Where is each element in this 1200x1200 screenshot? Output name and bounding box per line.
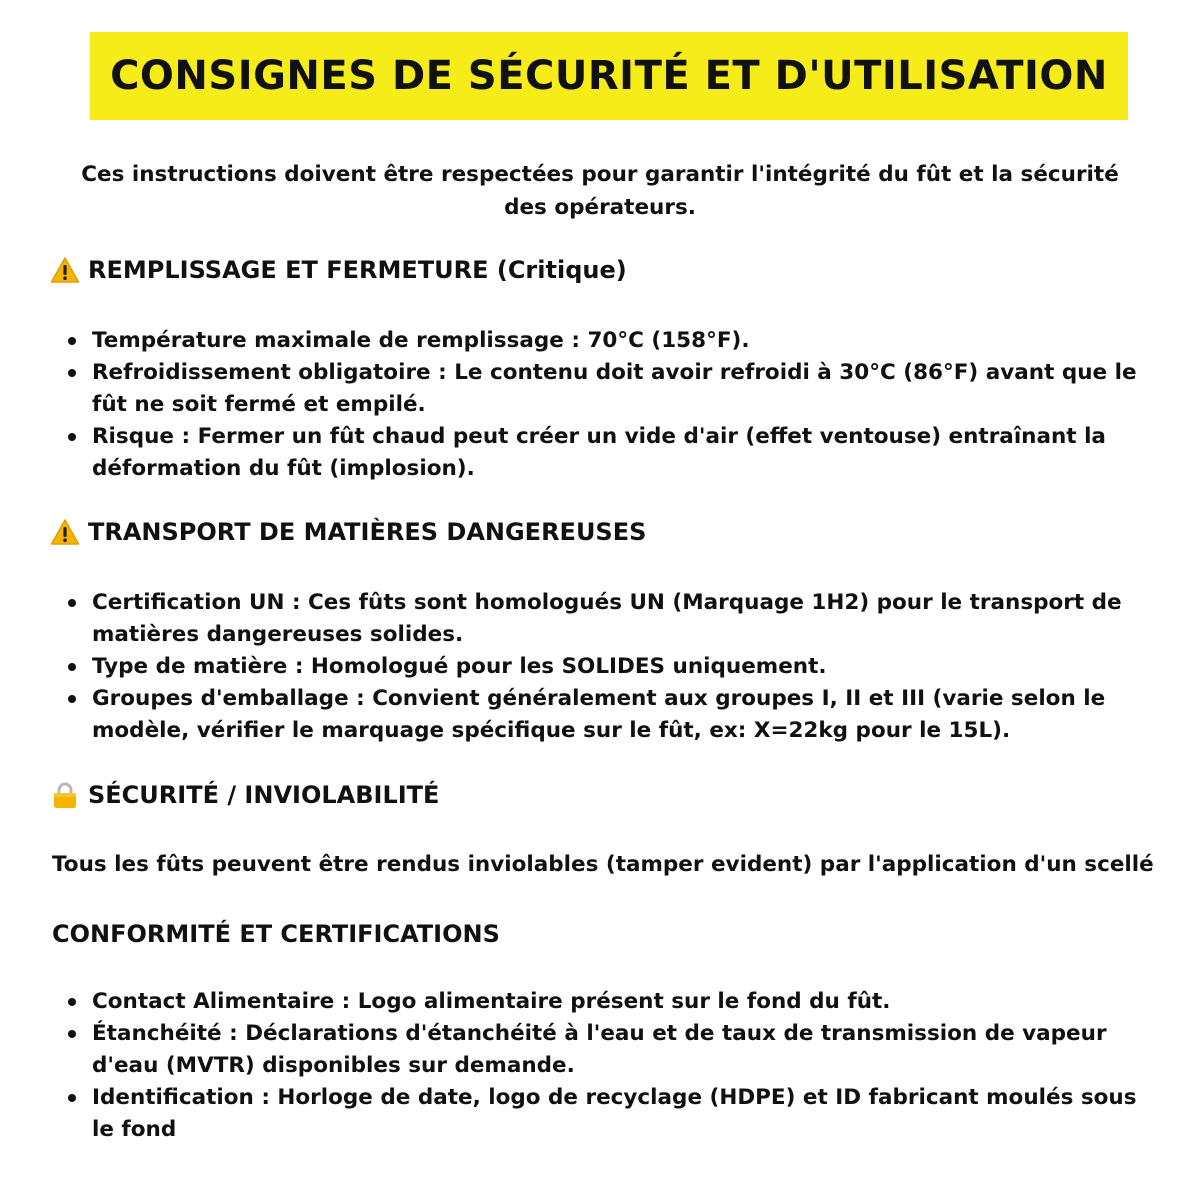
bullet-list-remplissage	[64, 325, 1144, 485]
section-heading-securite	[50, 781, 439, 809]
section-title: CONFORMITÉ ET CERTIFICATIONS	[52, 920, 500, 948]
warning-icon	[50, 518, 80, 546]
section-paragraph: Tous les fûts peuvent être rendus inviolables (tamper evident) par l'application d'un scellé	[52, 852, 1154, 877]
bullet-list-conformite	[64, 986, 1144, 1146]
list-item: Température maximale de remplissage : 70°C (158°F).	[64, 325, 1144, 357]
section-title: REMPLISSAGE ET FERMETURE (Critique)	[88, 256, 627, 284]
section-title: SÉCURITÉ / INVIOLABILITÉ	[88, 781, 440, 809]
intro-text: Ces instructions doivent être respectées pour garantir l'intégrité du fût et la sécurité des opérateurs.	[81, 162, 1119, 220]
section-title: TRANSPORT DE MATIÈRES DANGEREUSES	[88, 518, 647, 546]
list-item: Refroidissement obligatoire : Le contenu doit avoir refroidi à 30°C (86°F) avant que le fût ne soit fermé et empilé.	[64, 357, 1144, 421]
warning-icon	[50, 256, 80, 284]
list-item: Risque : Fermer un fût chaud peut créer un vide d'air (effet ventouse) entraînant la déformation du fût (implosion).	[64, 421, 1144, 485]
section-heading-transport	[50, 518, 646, 546]
section-heading-remplissage	[50, 256, 627, 284]
page-title: CONSIGNES DE SÉCURITÉ ET D'UTILISATION	[110, 53, 1108, 99]
list-item: Type de matière : Homologué pour les SOLIDES uniquement.	[64, 651, 1144, 683]
title-banner	[90, 32, 1128, 120]
section-heading-conformite	[52, 920, 500, 948]
lock-icon	[50, 781, 80, 809]
list-item: Groupes d'emballage : Convient généralement aux groupes I, II et III (varie selon le modèle, vérifier le marquage spécifique sur le fût, ex: X=22kg pour le 15L).	[64, 683, 1144, 747]
list-item: Contact Alimentaire : Logo alimentaire présent sur le fond du fût.	[64, 986, 1144, 1018]
list-item: Identification : Horloge de date, logo de recyclage (HDPE) et ID fabricant moulés sous le fond	[64, 1082, 1144, 1146]
list-item: Certification UN : Ces fûts sont homologués UN (Marquage 1H2) pour le transport de matières dangereuses solides.	[64, 587, 1144, 651]
bullet-list-transport	[64, 587, 1144, 747]
list-item: Étanchéité : Déclarations d'étanchéité à l'eau et de taux de transmission de vapeur d'eau (MVTR) disponibles sur demande.	[64, 1018, 1144, 1082]
